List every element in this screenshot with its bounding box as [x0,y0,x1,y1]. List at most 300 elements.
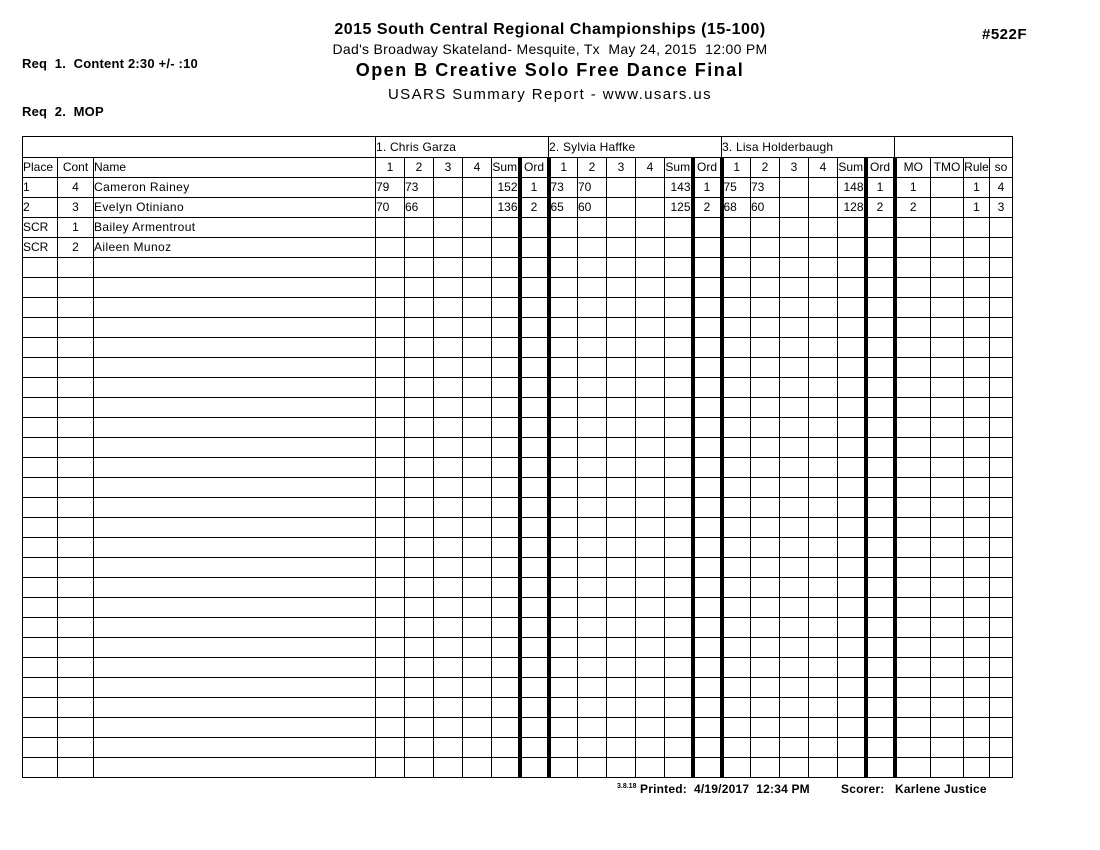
score-cell [578,638,607,658]
score-cell [434,478,463,498]
score-cell [751,618,780,638]
rule-cell [964,458,990,478]
rule-cell [964,218,990,238]
report-subtitle: USARS Summary Report - www.usars.us [387,86,713,103]
col-header-4: 4 [463,158,492,178]
score-cell [549,578,578,598]
score-cell [463,358,492,378]
ord-cell [693,478,722,498]
score-cell [780,698,809,718]
so-cell [990,618,1013,638]
place-cell [23,518,58,538]
score-cell [607,318,636,338]
sum-cell [838,538,866,558]
score-cell [434,338,463,358]
ord-cell [693,418,722,438]
place-cell [23,658,58,678]
table-row [23,338,1013,358]
score-cell [405,278,434,298]
score-cell [463,298,492,318]
col-header-4: 4 [636,158,665,178]
name-cell [94,418,376,438]
table-row [23,398,1013,418]
score-cell [722,218,751,238]
score-cell [434,538,463,558]
ord-cell [520,658,549,678]
score-cell [434,718,463,738]
col-header-tmo: TMO [931,158,964,178]
table-row [23,578,1013,598]
score-cell [809,618,838,638]
score-cell [780,198,809,218]
score-cell [751,238,780,258]
sum-cell [838,638,866,658]
so-cell [990,278,1013,298]
score-cell [405,318,434,338]
place-cell: SCR [23,218,58,238]
tmo-cell [931,558,964,578]
score-cell [751,338,780,358]
score-cell [751,478,780,498]
sum-cell [665,418,693,438]
mo-cell [895,658,931,678]
rule-cell [964,518,990,538]
score-cell [751,418,780,438]
score-cell [636,198,665,218]
name-cell [94,438,376,458]
score-cell [636,358,665,378]
score-cell [607,698,636,718]
name-cell [94,378,376,398]
rule-cell [964,258,990,278]
table-row [23,478,1013,498]
tmo-cell [931,518,964,538]
ord-cell [520,458,549,478]
sum-cell [665,558,693,578]
score-cell [376,218,405,238]
score-cell [636,558,665,578]
score-cell [376,238,405,258]
score-cell [376,718,405,738]
table-row [23,618,1013,638]
score-cell [434,758,463,778]
place-cell: 2 [23,198,58,218]
sum-cell [838,378,866,398]
score-cell [405,578,434,598]
printed-timestamp: Printed: 4/19/2017 12:34 PM [640,782,810,796]
score-cell [463,538,492,558]
score-cell [722,478,751,498]
score-cell [549,698,578,718]
table-row [23,318,1013,338]
score-cell [607,298,636,318]
score-cell [722,678,751,698]
championship-title: 2015 South Central Regional Championships (15-100) [334,21,766,38]
score-cell [434,398,463,418]
ord-cell [520,718,549,738]
score-cell [607,558,636,578]
place-cell [23,278,58,298]
score-cell [549,738,578,758]
sum-cell: 143 [665,178,693,198]
score-cell: 60 [751,198,780,218]
score-cell [722,318,751,338]
score-cell [809,218,838,238]
ord-cell [693,218,722,238]
tmo-cell [931,498,964,518]
col-header-1: 1 [376,158,405,178]
col-header-so: so [990,158,1013,178]
score-cell [376,518,405,538]
sum-cell [492,218,520,238]
score-cell [376,738,405,758]
name-cell [94,638,376,658]
score-cell [751,598,780,618]
ord-cell: 2 [693,198,722,218]
score-cell: 68 [722,198,751,218]
ord-cell: 1 [693,178,722,198]
name-cell [94,698,376,718]
ord-cell [693,378,722,398]
cont-cell [58,458,94,478]
score-cell [636,678,665,698]
score-cell [578,378,607,398]
sum-cell: 136 [492,198,520,218]
so-cell [990,738,1013,758]
ord-cell [866,218,895,238]
score-cell [809,498,838,518]
score-cell [376,478,405,498]
ord-cell [520,498,549,518]
tmo-cell [931,278,964,298]
cont-cell [58,638,94,658]
score-cell [549,618,578,638]
ord-cell [693,338,722,358]
score-cell [578,718,607,738]
page-title: Open B Creative Solo Free Dance Final [355,60,745,80]
ord-cell [520,438,549,458]
so-cell [990,318,1013,338]
score-cell [434,278,463,298]
sum-cell [838,698,866,718]
score-cell [434,238,463,258]
score-cell: 73 [405,178,434,198]
name-cell [94,398,376,418]
sum-cell [838,558,866,578]
name-cell [94,618,376,638]
rule-cell [964,438,990,458]
score-cell [434,378,463,398]
so-cell [990,218,1013,238]
score-cell [751,318,780,338]
score-cell [578,238,607,258]
sum-cell [665,278,693,298]
score-cell [780,458,809,478]
tmo-cell [931,338,964,358]
place-cell [23,578,58,598]
table-row [23,358,1013,378]
mo-cell [895,258,931,278]
name-cell [94,498,376,518]
cont-cell [58,478,94,498]
score-cell [463,258,492,278]
sum-cell [838,478,866,498]
score-cell [463,518,492,538]
sum-cell: 152 [492,178,520,198]
ord-cell [866,498,895,518]
sum-cell [492,398,520,418]
score-cell [549,638,578,658]
score-cell [607,418,636,438]
score-cell [578,318,607,338]
score-cell [434,438,463,458]
cont-cell [58,438,94,458]
sum-cell [838,358,866,378]
sum-cell [492,678,520,698]
score-cell [376,578,405,598]
score-cell [549,258,578,278]
score-cell [780,418,809,438]
tmo-cell [931,198,964,218]
place-cell: 1 [23,178,58,198]
name-cell: Evelyn Otiniano [94,198,376,218]
sum-cell [492,338,520,358]
score-cell [376,758,405,778]
corner-spacer-right [895,137,1013,158]
so-cell [990,538,1013,558]
cont-cell [58,418,94,438]
sum-cell [665,458,693,478]
name-cell [94,318,376,338]
score-cell [463,178,492,198]
place-cell [23,598,58,618]
score-cell [636,578,665,598]
score-cell [405,438,434,458]
sum-cell [665,698,693,718]
score-cell [578,698,607,718]
score-cell [722,758,751,778]
cont-cell [58,278,94,298]
cont-cell [58,658,94,678]
score-cell [751,718,780,738]
rule-cell [964,718,990,738]
col-header-rule: Rule [964,158,990,178]
name-cell [94,338,376,358]
ord-cell [866,518,895,538]
ord-cell [866,358,895,378]
score-cell [780,658,809,678]
score-cell [578,758,607,778]
score-cell [607,238,636,258]
so-cell [990,498,1013,518]
score-cell [722,498,751,518]
score-cell [463,558,492,578]
score-cell [434,418,463,438]
sum-cell [838,278,866,298]
sum-cell [492,638,520,658]
sum-cell [838,658,866,678]
sum-cell [665,738,693,758]
venue-date-line: Dad's Broadway Skateland- Mesquite, Tx May 24, 2015 12:00 PM [332,41,768,57]
score-cell [463,578,492,598]
sum-cell [665,598,693,618]
sum-cell [665,518,693,538]
score-cell [780,318,809,338]
score-cell [636,718,665,738]
place-cell [23,258,58,278]
score-cell [809,738,838,758]
score-cell [405,418,434,438]
ord-cell [520,518,549,538]
score-cell [722,418,751,438]
score-cell [780,358,809,378]
ord-cell [693,538,722,558]
score-cell [434,578,463,598]
place-cell [23,618,58,638]
req-line-1: Req 1. Content 2:30 +/- :10 [22,56,198,71]
cont-cell [58,538,94,558]
score-cell [463,618,492,638]
score-cell [751,738,780,758]
score-cell [780,598,809,618]
ord-cell: 1 [520,178,549,198]
score-cell [607,198,636,218]
sum-cell [665,438,693,458]
score-cell [751,398,780,418]
score-cell [549,498,578,518]
score-cell [578,278,607,298]
score-cell [809,398,838,418]
score-cell: 70 [376,198,405,218]
score-cell [780,218,809,238]
score-cell [780,378,809,398]
score-cell [463,598,492,618]
sum-cell [665,678,693,698]
score-cell [636,478,665,498]
rule-cell [964,598,990,618]
score-cell [607,278,636,298]
sum-cell [665,218,693,238]
sum-cell: 148 [838,178,866,198]
mo-cell [895,458,931,478]
ord-cell [520,578,549,598]
cont-cell [58,558,94,578]
cont-cell [58,698,94,718]
so-cell [990,298,1013,318]
tmo-cell [931,298,964,318]
sum-cell [665,618,693,638]
name-cell [94,478,376,498]
rule-cell [964,478,990,498]
tmo-cell [931,538,964,558]
score-cell [722,658,751,678]
name-cell [94,738,376,758]
score-cell [636,698,665,718]
score-cell [405,538,434,558]
score-cell [722,598,751,618]
score-cell [780,498,809,518]
score-cell [405,698,434,718]
ord-cell [866,418,895,438]
score-cell [809,698,838,718]
score-cell [405,298,434,318]
sum-cell [665,498,693,518]
so-cell [990,238,1013,258]
score-cell [607,658,636,678]
score-cell [434,658,463,678]
ord-cell [866,478,895,498]
name-cell [94,718,376,738]
ord-cell [520,638,549,658]
ord-cell [520,418,549,438]
col-header-mo: MO [895,158,931,178]
ord-cell [866,278,895,298]
ord-cell [866,298,895,318]
ord-cell [693,318,722,338]
mo-cell [895,558,931,578]
score-cell [376,638,405,658]
score-cell [722,378,751,398]
cont-cell [58,678,94,698]
sum-cell [492,758,520,778]
place-cell [23,438,58,458]
tmo-cell [931,658,964,678]
score-cell [780,338,809,358]
place-cell: SCR [23,238,58,258]
score-cell [463,438,492,458]
table-row [23,458,1013,478]
place-cell [23,558,58,578]
rule-cell [964,238,990,258]
score-cell [376,458,405,478]
sum-cell [838,298,866,318]
score-cell [376,558,405,578]
ord-cell [520,478,549,498]
score-cell [549,658,578,678]
score-cell [405,718,434,738]
score-cell [780,518,809,538]
rule-cell [964,378,990,398]
score-cell [434,638,463,658]
tmo-cell [931,738,964,758]
score-cell [809,638,838,658]
col-header-ord: Ord [866,158,895,178]
score-cell [376,418,405,438]
score-cell [463,318,492,338]
score-cell [607,518,636,538]
score-cell [636,758,665,778]
name-cell [94,758,376,778]
ord-cell [693,558,722,578]
ord-cell [520,378,549,398]
tmo-cell [931,378,964,398]
score-cell [578,678,607,698]
score-cell [636,318,665,338]
table-row [23,298,1013,318]
mo-cell [895,698,931,718]
score-cell [405,518,434,538]
score-cell [463,718,492,738]
score-cell [549,518,578,538]
col-header-cont: Cont [58,158,94,178]
sum-cell [492,278,520,298]
score-cell [607,458,636,478]
table-row [23,538,1013,558]
sum-cell [492,298,520,318]
score-cell [578,338,607,358]
ord-cell [693,358,722,378]
rule-cell [964,658,990,678]
